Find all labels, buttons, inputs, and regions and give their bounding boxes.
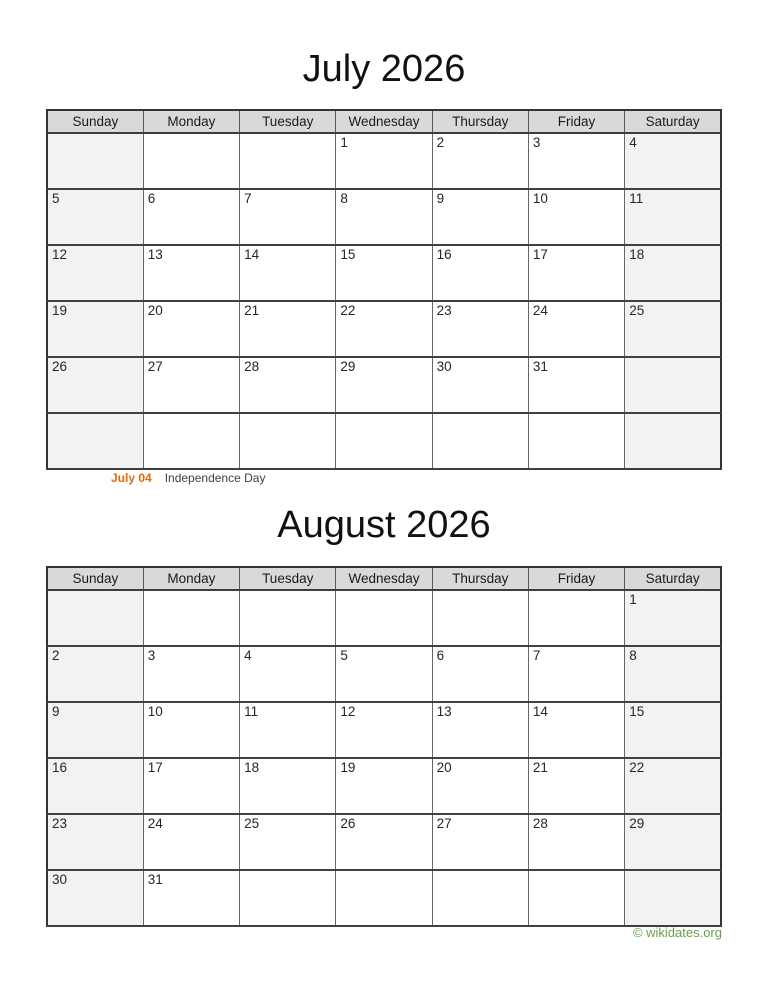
day-cell-1: 1 [625,590,721,646]
day-cell-22: 22 [625,758,721,814]
day-cell-8: 8 [625,646,721,702]
day-cell-2: 2 [432,133,528,189]
day-cell-27: 27 [432,814,528,870]
week-row [47,245,721,301]
day-cell-3: 3 [143,646,239,702]
day-cell-16: 16 [47,758,143,814]
august-calendar [46,566,722,927]
day-header-thursday: Thursday [432,567,528,590]
empty-day-cell [432,870,528,926]
july-calendar [46,109,722,470]
empty-day-cell [143,133,239,189]
empty-day-cell [143,590,239,646]
day-header-row [47,110,721,133]
day-cell-29: 29 [625,814,721,870]
empty-day-cell [240,590,336,646]
day-cell-9: 9 [47,702,143,758]
empty-day-cell [625,357,721,413]
day-cell-31: 31 [143,870,239,926]
day-cell-5: 5 [47,189,143,245]
day-header-tuesday: Tuesday [240,110,336,133]
day-cell-20: 20 [143,301,239,357]
day-header-friday: Friday [528,567,624,590]
week-row [47,413,721,469]
day-cell-22: 22 [336,301,432,357]
day-cell-11: 11 [240,702,336,758]
august-title: August 2026 [277,504,491,546]
empty-day-cell [47,590,143,646]
day-cell-8: 8 [336,189,432,245]
day-cell-17: 17 [143,758,239,814]
day-header-saturday: Saturday [625,567,721,590]
day-cell-4: 4 [240,646,336,702]
day-cell-15: 15 [625,702,721,758]
july-calendar-table [46,109,722,470]
day-cell-12: 12 [47,245,143,301]
empty-day-cell [528,590,624,646]
empty-day-cell [528,870,624,926]
day-cell-2: 2 [47,646,143,702]
week-row [47,758,721,814]
day-cell-26: 26 [47,357,143,413]
day-cell-14: 14 [528,702,624,758]
day-cell-6: 6 [432,646,528,702]
day-cell-10: 10 [528,189,624,245]
day-cell-17: 17 [528,245,624,301]
day-cell-19: 19 [336,758,432,814]
august-calendar-table [46,566,722,927]
day-cell-6: 6 [143,189,239,245]
empty-day-cell [432,413,528,469]
empty-day-cell [143,413,239,469]
day-header-monday: Monday [143,110,239,133]
week-row [47,814,721,870]
day-cell-24: 24 [143,814,239,870]
day-cell-18: 18 [625,245,721,301]
day-cell-28: 28 [240,357,336,413]
holiday-label: Independence Day [164,471,266,485]
empty-day-cell [240,870,336,926]
day-header-friday: Friday [528,110,624,133]
empty-day-cell [625,413,721,469]
day-header-saturday: Saturday [625,110,721,133]
day-cell-28: 28 [528,814,624,870]
day-cell-14: 14 [240,245,336,301]
day-cell-18: 18 [240,758,336,814]
day-cell-29: 29 [336,357,432,413]
site-credit: © wikidates.org [632,925,722,940]
empty-day-cell [336,413,432,469]
day-header-monday: Monday [143,567,239,590]
day-cell-20: 20 [432,758,528,814]
day-cell-11: 11 [625,189,721,245]
week-row [47,590,721,646]
day-cell-4: 4 [625,133,721,189]
day-header-row [47,567,721,590]
day-cell-25: 25 [625,301,721,357]
week-row [47,357,721,413]
day-cell-30: 30 [47,870,143,926]
empty-day-cell [336,590,432,646]
day-cell-9: 9 [432,189,528,245]
day-cell-31: 31 [528,357,624,413]
day-cell-10: 10 [143,702,239,758]
day-cell-25: 25 [240,814,336,870]
day-cell-7: 7 [528,646,624,702]
empty-day-cell [47,133,143,189]
day-cell-21: 21 [528,758,624,814]
day-header-wednesday: Wednesday [336,567,432,590]
day-cell-1: 1 [336,133,432,189]
day-cell-15: 15 [336,245,432,301]
empty-day-cell [336,870,432,926]
day-cell-16: 16 [432,245,528,301]
week-row [47,646,721,702]
day-header-sunday: Sunday [47,567,143,590]
day-cell-13: 13 [432,702,528,758]
day-cell-7: 7 [240,189,336,245]
day-header-wednesday: Wednesday [336,110,432,133]
week-row [47,189,721,245]
day-cell-24: 24 [528,301,624,357]
day-cell-23: 23 [432,301,528,357]
day-cell-5: 5 [336,646,432,702]
day-cell-13: 13 [143,245,239,301]
day-header-thursday: Thursday [432,110,528,133]
week-row [47,133,721,189]
july-title: July 2026 [302,48,466,90]
day-cell-21: 21 [240,301,336,357]
empty-day-cell [528,413,624,469]
holiday-note [111,471,265,485]
empty-day-cell [240,413,336,469]
day-header-sunday: Sunday [47,110,143,133]
week-row [47,702,721,758]
day-header-tuesday: Tuesday [240,567,336,590]
week-row [47,870,721,926]
day-cell-19: 19 [47,301,143,357]
holiday-date: July 04 [111,471,152,485]
day-cell-30: 30 [432,357,528,413]
empty-day-cell [240,133,336,189]
day-cell-26: 26 [336,814,432,870]
week-row [47,301,721,357]
day-cell-12: 12 [336,702,432,758]
empty-day-cell [432,590,528,646]
empty-day-cell [625,870,721,926]
day-cell-3: 3 [528,133,624,189]
day-cell-27: 27 [143,357,239,413]
empty-day-cell [47,413,143,469]
day-cell-23: 23 [47,814,143,870]
